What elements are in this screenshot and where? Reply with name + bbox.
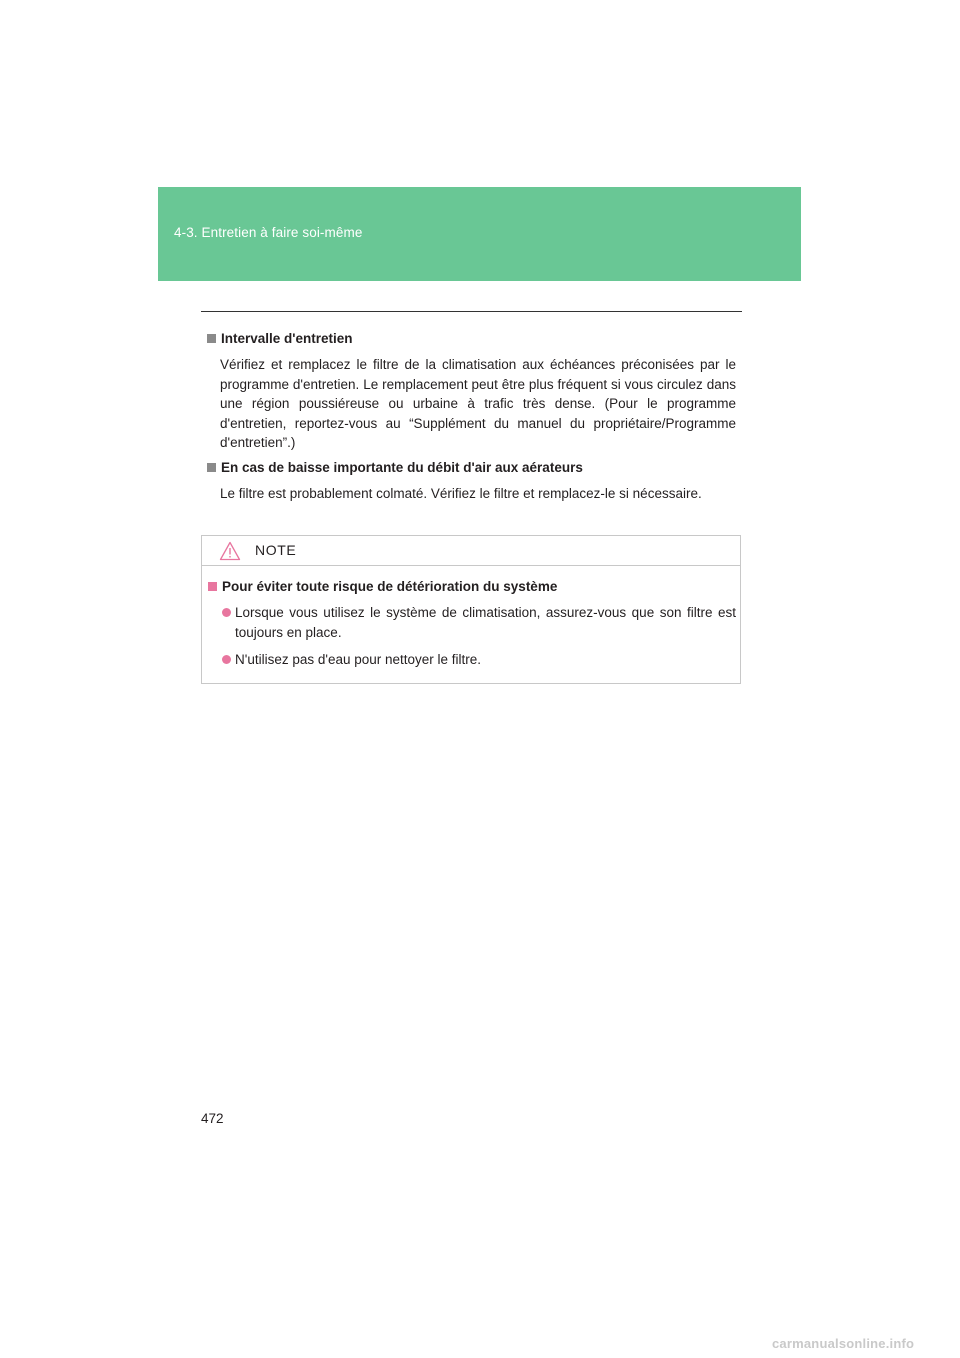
note-box <box>201 535 741 684</box>
note-header <box>202 536 740 566</box>
pink-dot-bullet-icon <box>222 608 231 617</box>
chapter-header-band <box>158 187 801 281</box>
note-label: NOTE <box>255 542 297 558</box>
note-bullet-text: Lorsque vous utilisez le système de climatisation, assurez-vous que son filtre est toujours en place. <box>235 605 736 640</box>
note-bullet-text: N'utilisez pas d'eau pour nettoyer le filtre. <box>235 652 482 667</box>
header-divider <box>201 311 742 312</box>
chapter-section-title: 4-3. Entretien à faire soi-même <box>174 225 363 240</box>
section-heading-text: Intervalle d'entretien <box>221 331 353 346</box>
pink-dot-bullet-icon <box>222 655 231 664</box>
section-heading-1 <box>207 331 353 346</box>
pink-square-bullet-icon <box>208 582 217 591</box>
note-bullet-2 <box>222 650 736 670</box>
note-heading <box>208 579 557 594</box>
section-body-1: Vérifiez et remplacez le filtre de la climatisation aux échéances préconisées par le programme d'entretien. Le remplacement peut être plus fréquent si vous circulez dans une région poussiéreuse ou urbaine à trafic très dense. (Pour le programme d'entretien, reportez-vous au “Supplément du manuel du propriétaire/Programme d'entretien”.) <box>220 357 736 451</box>
square-bullet-icon <box>207 463 216 472</box>
section-heading-2 <box>207 460 583 475</box>
square-bullet-icon <box>207 334 216 343</box>
section-heading-text: En cas de baisse importante du débit d'air aux aérateurs <box>221 460 583 475</box>
note-bullet-1 <box>222 603 736 642</box>
watermark: carmanualsonline.info <box>772 1336 915 1351</box>
note-heading-text: Pour éviter toute risque de détérioration du système <box>222 579 558 594</box>
section-body-2: Le filtre est probablement colmaté. Vérifiez le filtre et remplacez-le si nécessaire. <box>220 486 702 501</box>
page-number: 472 <box>201 1111 224 1126</box>
warning-triangle-icon <box>219 541 241 561</box>
